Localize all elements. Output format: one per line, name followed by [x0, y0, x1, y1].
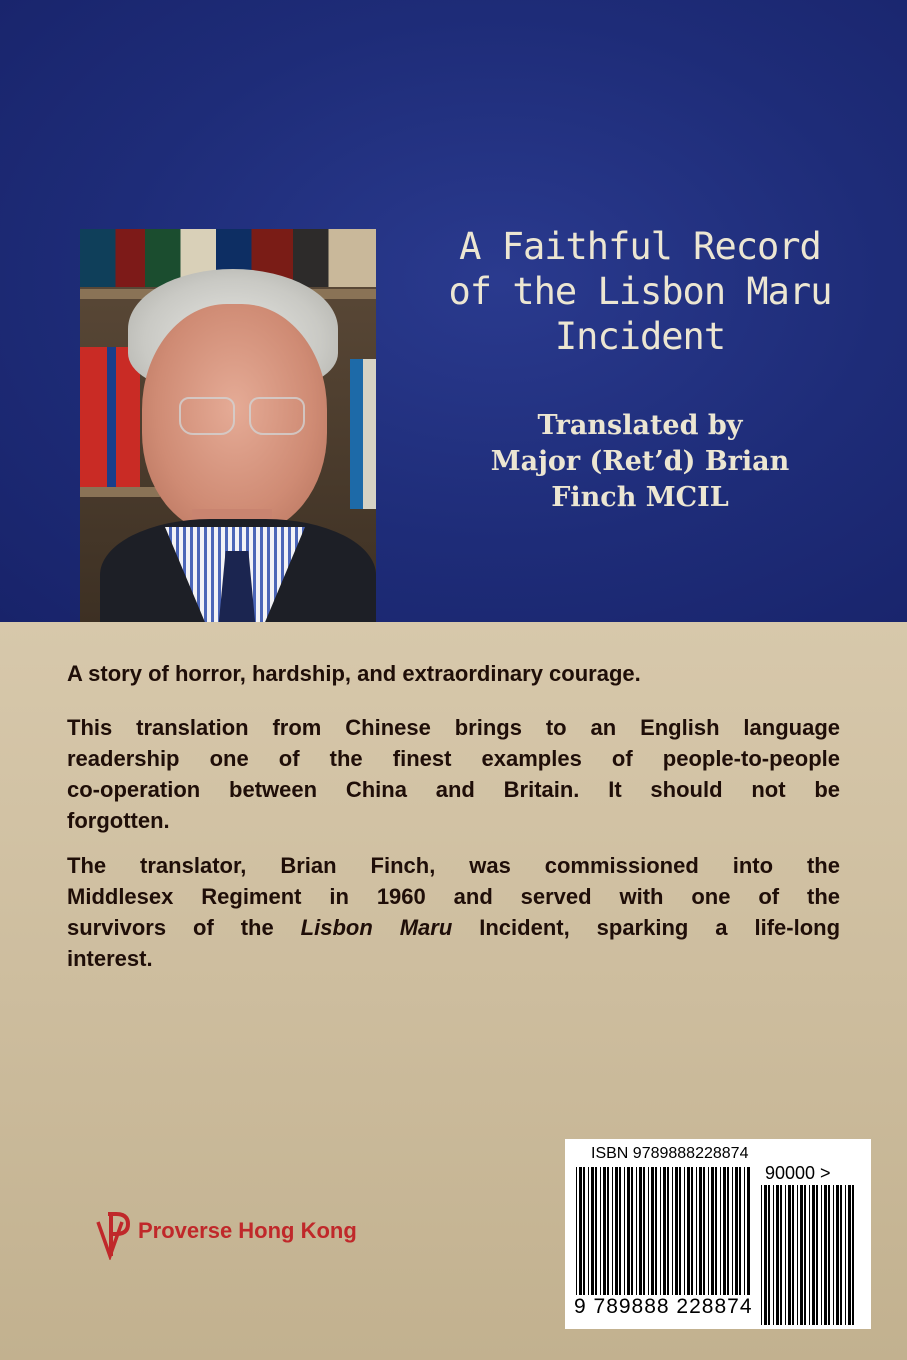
- translator-line: Finch MCIL: [551, 482, 729, 513]
- barcode-bar: [588, 1167, 589, 1295]
- barcode-bar: [840, 1185, 842, 1325]
- barcode-bar: [648, 1167, 649, 1295]
- barcode-bar: [631, 1167, 633, 1295]
- barcode-bar: [663, 1167, 666, 1295]
- barcode-bar: [607, 1167, 609, 1295]
- barcode-bar: [675, 1167, 678, 1295]
- barcode-bar: [636, 1167, 637, 1295]
- barcode-bar: [603, 1167, 606, 1295]
- barcode-bar: [852, 1185, 854, 1325]
- barcode-bar: [821, 1185, 822, 1325]
- barcode-bars: [576, 1167, 752, 1295]
- barcode-bar: [576, 1167, 577, 1295]
- blurb-paragraph-3: The translator, Brian Finch, was commissioned into the Middlesex Regiment in 1960 and served with one of the survivors of the Lisbon Maru Incident, sparking a life-long interest.: [67, 853, 841, 971]
- barcode-bar: [619, 1167, 621, 1295]
- isbn-label: ISBN 9789888228874: [591, 1145, 749, 1162]
- barcode-addon-number: 90000 >: [765, 1163, 831, 1183]
- publisher-name: Proverse Hong Kong: [138, 1218, 357, 1243]
- barcode-bar: [696, 1167, 697, 1295]
- blurb-tagline: A story of horror, hardship, and extraordinary courage.: [67, 661, 641, 686]
- barcode-bar: [727, 1167, 729, 1295]
- translator-line: Major (Ret’d) Brian: [490, 446, 790, 477]
- barcode-bar: [776, 1185, 779, 1325]
- barcode-bar: [600, 1167, 601, 1295]
- ship-name: Lisbon Maru: [300, 915, 453, 940]
- barcode-bar: [809, 1185, 810, 1325]
- barcode-bar: [824, 1185, 827, 1325]
- barcode-bar: [615, 1167, 618, 1295]
- barcode-bar: [627, 1167, 630, 1295]
- barcode-bar: [595, 1167, 597, 1295]
- glasses: [175, 397, 305, 437]
- author-photo: [80, 229, 376, 622]
- barcode-bar: [639, 1167, 642, 1295]
- barcode-bar: [612, 1167, 613, 1295]
- barcode-bar: [739, 1167, 741, 1295]
- barcode-bar: [687, 1167, 690, 1295]
- barcode-bar: [800, 1185, 803, 1325]
- title-line: Incident: [554, 315, 726, 358]
- barcode-bar: [711, 1167, 714, 1295]
- barcode-bar: [761, 1185, 762, 1325]
- title-line: A Faithful Record: [459, 225, 821, 268]
- barcode-bar: [723, 1167, 726, 1295]
- barcode-bar: [836, 1185, 839, 1325]
- barcode-bar: [768, 1185, 770, 1325]
- barcode-bar: [699, 1167, 702, 1295]
- barcode-bar: [691, 1167, 693, 1295]
- barcode-bar: [780, 1185, 782, 1325]
- translator-credit: [430, 408, 850, 516]
- barcode-bar: [684, 1167, 685, 1295]
- barcode-bar: [747, 1167, 750, 1295]
- book-title: [430, 224, 850, 359]
- barcode-bar: [848, 1185, 851, 1325]
- barcode-bar: [804, 1185, 806, 1325]
- barcode-bar: [672, 1167, 673, 1295]
- barcode-bar: [788, 1185, 791, 1325]
- barcode-bar: [624, 1167, 625, 1295]
- barcode-bar: [828, 1185, 830, 1325]
- blurb-paragraph-2: This translation from Chinese brings to an English language readership one of the finest examples of people-to-people co-operation between China and Britain. It should not be forgotten.: [67, 715, 840, 833]
- barcode-bar: [708, 1167, 709, 1295]
- barcode-bar: [812, 1185, 815, 1325]
- title-line: of the Lisbon Maru: [448, 270, 832, 313]
- barcode-bar: [660, 1167, 661, 1295]
- barcode-bar: [816, 1185, 818, 1325]
- barcode-bar: [797, 1185, 798, 1325]
- barcode-bar: [715, 1167, 717, 1295]
- barcode-bar: [773, 1185, 774, 1325]
- isbn-barcode: [565, 1139, 871, 1329]
- barcode-addon-bars: [761, 1185, 857, 1325]
- barcode-bar: [679, 1167, 681, 1295]
- barcode-bar: [764, 1185, 767, 1325]
- barcode-bar: [744, 1167, 745, 1295]
- barcode-bar: [833, 1185, 834, 1325]
- barcode-bar: [583, 1167, 585, 1295]
- barcode-bar: [655, 1167, 657, 1295]
- barcode-bar: [579, 1167, 582, 1295]
- barcode-bar: [591, 1167, 594, 1295]
- barcode-digits: 9 789888 228874: [574, 1295, 753, 1318]
- barcode-bar: [703, 1167, 705, 1295]
- barcode-bar: [667, 1167, 669, 1295]
- barcode-bar: [732, 1167, 733, 1295]
- barcode-bar: [651, 1167, 654, 1295]
- translator-line: Translated by: [537, 410, 743, 441]
- barcode-bar: [735, 1167, 738, 1295]
- barcode-bar: [785, 1185, 786, 1325]
- barcode-bar: [845, 1185, 846, 1325]
- proverse-vp-logo-icon: [94, 1208, 134, 1260]
- barcode-bar: [643, 1167, 645, 1295]
- barcode-bar: [792, 1185, 794, 1325]
- barcode-bar: [720, 1167, 721, 1295]
